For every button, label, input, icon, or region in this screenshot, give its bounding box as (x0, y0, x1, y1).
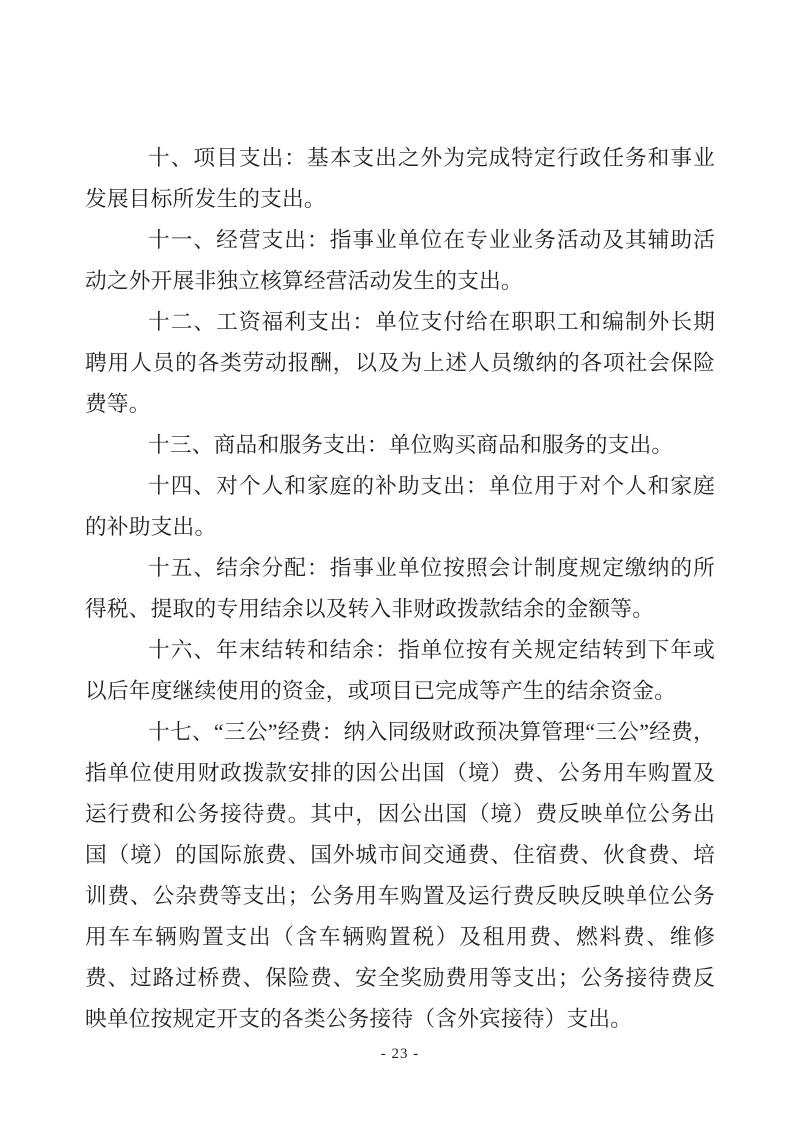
paragraph-item-10-project-expenditure: 十、项目支出：基本支出之外为完成特定行政任务和事业发展目标所发生的支出。 (85, 146, 715, 211)
page-number: - 23 - (380, 1046, 420, 1062)
paragraph-item-17-three-public-funds: 十七、“三公”经费：纳入同级财政预决算管理“三公”经费，指单位使用财政拨款安排的因公出国（境）费、公务用车购置及运行费和公务接待费。其中，因公出国（境）费反映单位公务出国（境）的国际旅费、国外城市间交通费、住宿费、伙食费、培训费、公杂费等支出；公务用车购置及运行费反映反映单位公务用车车辆购置支出（含车辆购置税）及租用费、燃料费、维修费、过路过桥费、保险费、安全奖励费用等支出；公务接待费反映单位按规定开支的各类公务接待（含外宾接待）支出。 (85, 720, 715, 1031)
paragraph-item-12-wages-welfare-expenditure: 十二、工资福利支出：单位支付给在职职工和编制外长期聘用人员的各类劳动报酬，以及为上述人员缴纳的各项社会保险费等。 (85, 310, 715, 416)
paragraph-item-15-surplus-distribution: 十五、结余分配：指事业单位按照会计制度规定缴纳的所得税、提取的专用结余以及转入非财政拨款结余的金额等。 (85, 556, 715, 621)
paragraph-item-14-individual-family-subsidy: 十四、对个人和家庭的补助支出：单位用于对个人和家庭的补助支出。 (85, 474, 715, 539)
paragraph-item-11-operating-expenditure: 十一、经营支出：指事业单位在专业业务活动及其辅助活动之外开展非独立核算经营活动发生的支出。 (85, 228, 715, 293)
paragraph-item-13-goods-services-expenditure: 十三、商品和服务支出：单位购买商品和服务的支出。 (148, 433, 674, 457)
document-body (85, 138, 715, 1040)
paragraph-item-16-yearend-carryover-surplus: 十六、年末结转和结余：指单位按有关规定结转到下年或以后年度继续使用的资金，或项目已完成等产生的结余资金。 (85, 638, 715, 703)
